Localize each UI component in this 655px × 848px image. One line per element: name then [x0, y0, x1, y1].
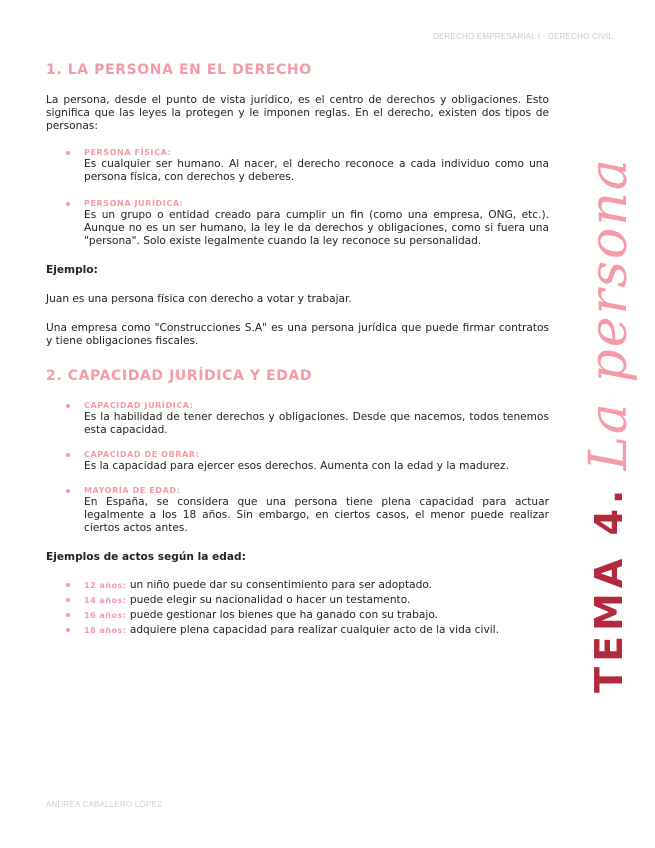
example-1: Juan es una persona física con derecho a votar y trabajar.	[46, 293, 352, 305]
definition-persona-juridica: Es un grupo o entidad creado para cumplir un fin (como una empresa, ONG, etc.). Aunque no es un ser humano, la ley le da derechos y obligaciones, como si fuera una "persona". Solo existe legalmente cuando la ley reconoce su personalidad.	[84, 209, 549, 247]
example-2: Una empresa como "Construcciones S.A" es una persona jurídica que puede firmar contratos y tiene obligaciones fiscales.	[46, 322, 549, 347]
page-footer: ANDREA CABALLERO LÓPEZ	[46, 800, 162, 809]
page-header: DERECHO EMPRESARIAL I - DERECHO CIVIL	[432, 32, 613, 41]
list-item	[66, 485, 549, 535]
definition-persona-fisica: Es cualquier ser humano. Al nacer, el derecho reconoce a cada individuo como una persona física, con derechos y deberes.	[84, 158, 549, 183]
capacity-list	[46, 400, 549, 535]
definition-capacidad-obrar: Es la capacidad para ejercer esos derechos. Aumenta con la edad y la madurez.	[84, 460, 509, 472]
document-body	[46, 58, 549, 638]
ages-list	[46, 578, 549, 638]
side-title-text: La persona	[579, 157, 639, 471]
age-text: un niño puede dar su consentimiento para ser adoptado.	[129, 579, 432, 591]
term-persona-fisica: PERSONA FÍSICA:	[84, 148, 172, 157]
list-item	[66, 400, 549, 437]
term-capacidad-juridica: CAPACIDAD JURÍDICA:	[84, 401, 194, 410]
person-types-list	[46, 147, 549, 248]
section-1-intro: La persona, desde el punto de vista jurídico, es el centro de derechos y obligaciones. Esto significa que las leyes la protegen y le imponen reglas. En el derecho, existen dos tipos de personas:	[46, 94, 549, 132]
list-item	[66, 593, 549, 608]
list-item	[66, 449, 549, 473]
ages-label: Ejemplos de actos según la edad:	[46, 551, 246, 563]
side-title-tema: TEMA 4.	[587, 484, 631, 693]
list-item	[66, 623, 549, 638]
term-persona-juridica: PERSONA JURÍDICA:	[84, 199, 184, 208]
list-item	[66, 608, 549, 623]
term-capacidad-obrar: CAPACIDAD DE OBRAR:	[84, 450, 200, 459]
age-text: adquiere plena capacidad para realizar cualquier acto de la vida civil.	[129, 624, 499, 636]
list-item	[66, 198, 549, 248]
definition-mayoria-edad: En España, se considera que una persona tiene plena capacidad para actuar legalmente a los 18 años. Sin embargo, en ciertos casos, el menor puede realizar ciertos actos antes.	[84, 496, 549, 534]
age-label: 12 años:	[84, 581, 127, 590]
age-label: 18 años:	[84, 626, 127, 635]
age-label: 14 años:	[84, 596, 127, 605]
list-item	[66, 147, 549, 184]
age-text: puede gestionar los bienes que ha ganado con su trabajo.	[129, 609, 438, 621]
example-label: Ejemplo:	[46, 264, 98, 276]
list-item	[66, 578, 549, 593]
term-mayoria-edad: MAYORÍA DE EDAD:	[84, 486, 181, 495]
age-text: puede elegir su nacionalidad o hacer un testamento.	[129, 594, 411, 606]
section-1-heading: 1. LA PERSONA EN EL DERECHO	[46, 62, 312, 78]
section-2-heading: 2. CAPACIDAD JURÍDICA Y EDAD	[46, 368, 313, 384]
definition-capacidad-juridica: Es la habilidad de tener derechos y obligaciones. Desde que nacemos, todos tenemos esta capacidad.	[84, 411, 549, 436]
age-label: 16 años:	[84, 611, 127, 620]
